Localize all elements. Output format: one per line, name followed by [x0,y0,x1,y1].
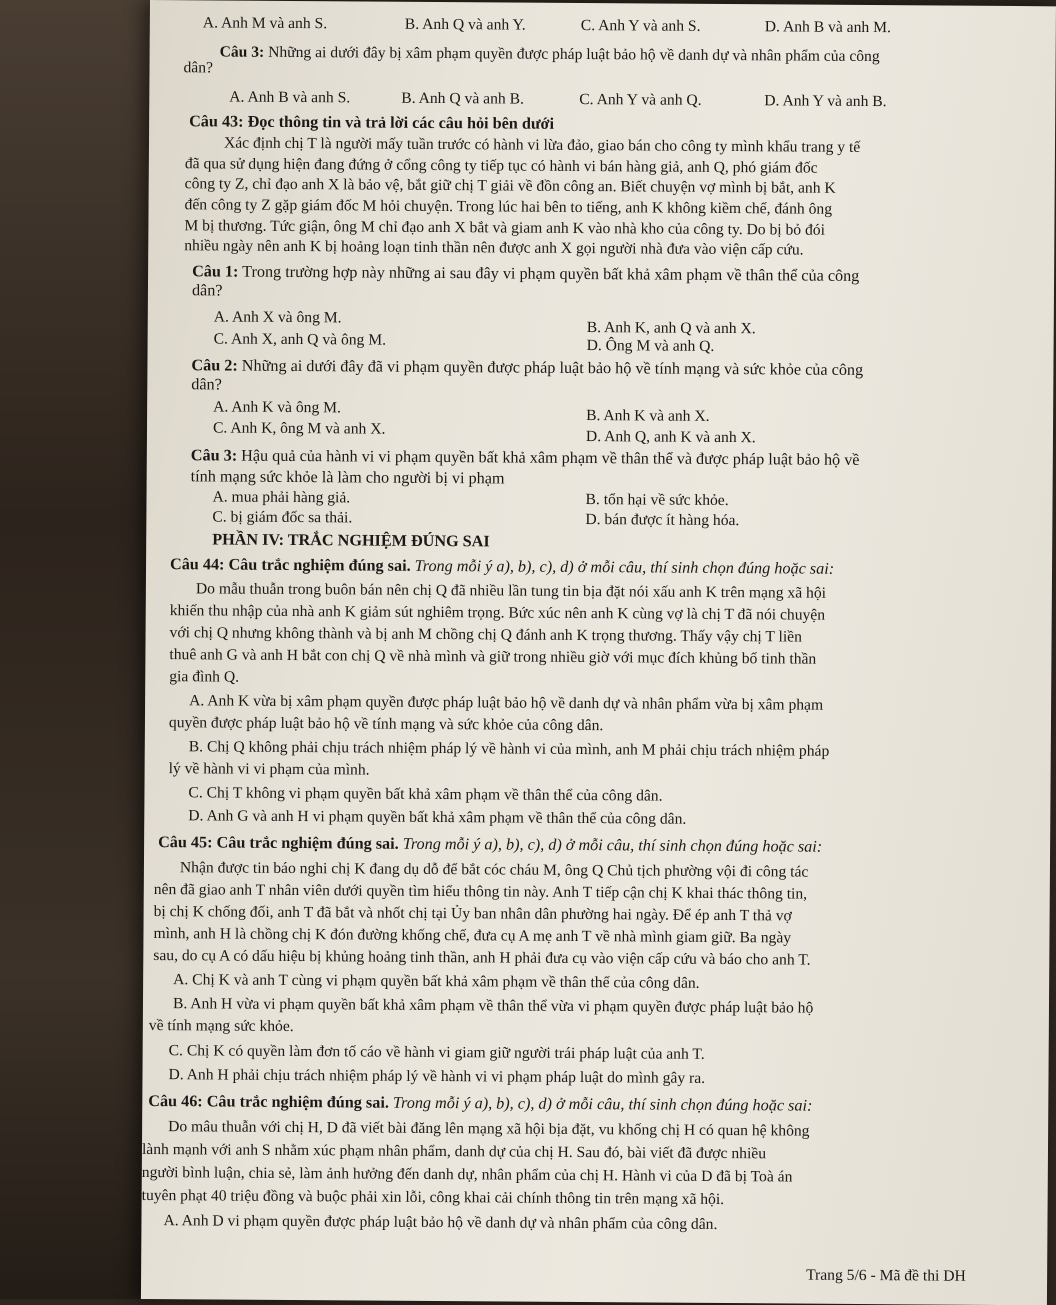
option-d: D. Ông M và anh Q. [586,337,715,355]
question-3-options-row2 [212,508,912,530]
passage-line: nhiều ngày nên anh K bị hoảng loạn tinh thần nên được anh X gọi người nhà đưa vào viện cấp cứu. [184,237,804,259]
question-text: Trong trường hợp này những ai sau đây vi phạm quyền bất khả xâm phạm về thân thể của công [238,262,860,285]
passage-line: người bình luận, chia sẻ, làm ảnh hưởng đến danh dự, nhân phẩm của chị H. Hành vi của D đã bị Toà án [141,1163,793,1186]
question-label: Câu 1: [192,262,239,281]
question-1-options-row2 [213,330,914,355]
option-b: B. Anh Q và anh B. [401,89,524,108]
option-a: A. Anh M và anh S. [202,14,328,33]
option-c: C. Anh K, ông M và anh X. [212,419,386,438]
option-d: D. bán được ít hàng hóa. [585,511,740,530]
option-a: A. Anh K và ông M. [213,398,341,417]
passage-line: sau, do cụ A có dấu hiệu bị khủng hoảng tinh thần, anh H phải đưa cụ vào viện cấp cứu và báo cho anh T. [153,947,811,969]
passage-line: lành mạnh với anh S nhằm xúc phạm nhân phẩm, danh dự của chị H. Sau đó, bài viết đã được nhiều [141,1140,767,1163]
question-label: Câu 44: Câu trắc nghiệm đúng sai. [169,555,411,575]
question-label: Câu 46: Câu trắc nghiệm đúng sai. [148,1092,389,1112]
option-b: B. tổn hại về sức khỏe. [585,491,729,510]
option-a: A. Anh X và ông M. [213,308,342,327]
question-label: Câu 2: [191,356,238,375]
statement-b-cont: lý về hành vi vi phạm của mình. [168,760,370,779]
passage-line: bị chị K chống đối, anh T đã bắt và nhốt chị tại Ủy ban nhân dân phường hai ngày. Để ép anh T thả vợ [153,903,792,925]
option-a: A. Anh B và anh S. [229,88,351,107]
question-instruction: Trong mỗi ý a), b), c), d) ở mỗi câu, thí sinh chọn đúng hoặc sai: [388,1093,813,1115]
question-instruction: Trong mỗi ý a), b), c), d) ở mỗi câu, thí sinh chọn đúng hoặc sai: [398,834,823,856]
question-label: Câu 45: Câu trắc nghiệm đúng sai. [158,833,399,853]
passage-line: tuyên phạt 40 triệu đồng và buộc phải xin lỗi, công khai cải chính thông tin trên mạng xã hội. [141,1186,725,1209]
question-text-cont: dân? [191,281,223,300]
question-3-prev-options [229,88,1029,111]
question-3-stem [191,446,860,469]
option-b: B. Anh K, anh Q và anh X. [586,319,756,338]
background-shadow [0,0,150,1299]
passage-line: công ty Z, chỉ đạo anh X là bảo vệ, bắt giữ chị T giải về đồn công an. Biết chuyện vợ mình bị bắt, anh K [184,175,836,197]
statement-a: A. Anh K vừa bị xâm phạm quyền được pháp luật bảo hộ về danh dự và nhân phẩm vừa bị xâm phạm [189,692,824,714]
question-1-options-row1 [213,308,914,338]
option-d: D. Anh B và anh M. [764,18,891,37]
option-d: D. Anh Q, anh K và anh X. [585,428,756,447]
question-1-stem [192,262,859,285]
question-2-options-row1 [213,398,913,425]
passage-line: đã qua sử dụng hiện đang đứng ở cổng công ty tiếp tục có hành vi bán hàng giả, anh Q, phó giám đốc [184,155,818,177]
passage-line: Do mẫu thuẫn trong buôn bán nên chị Q đã nhiều lần tung tin bịa đặt nói xấu anh K trên mạng xã hội [195,580,827,602]
passage-line: Xác định chị T là người mấy tuần trước có hành vi lừa đảo, giao bán cho công ty mình khẩu trang y tế [223,134,861,156]
statement-d: D. Anh H phải chịu trách nhiệm pháp lý về hành vi vi phạm pháp luật do mình gây ra. [168,1066,706,1087]
question-45-heading [158,833,822,856]
option-c: C. Anh X, anh Q và ông M. [213,330,387,349]
statement-c: C. Chị K có quyền làm đơn tố cáo về hành vi giam giữ người trái pháp luật của anh T. [168,1042,705,1063]
question-label: Câu 3: [219,43,265,61]
statement-b: B. Anh H vừa vi phạm quyền bất khả xâm phạm về thân thể vừa vi phạm quyền được pháp luật bảo hộ [172,995,814,1017]
part-4-heading: PHẦN IV: TRẮC NGHIỆM ĐÚNG SAI [212,530,490,551]
statement-a: A. Chị K và anh T cùng vi phạm quyền bất khả xâm phạm về thân thể của công dân. [173,971,700,992]
passage-line: mình, anh H là chồng chị K đón đường khống chế, đưa cụ A mẹ anh T về nhà mình giam giữ. Ba ngày [153,925,792,947]
statement-a-cont: quyền được pháp luật bảo hộ về tính mạng và sức khỏe của công dân. [168,714,604,735]
question-text-cont: dân? [191,375,222,394]
option-c: C. bị giám đốc sa thải. [212,508,353,527]
question-3-prev-stem [220,43,880,66]
passage-line: Do mâu thuẫn với chị H, D đã viết bài đăng lên mạng xã hội bịa đặt, vu khống chị H có quan hệ không [168,1118,810,1140]
statement-b: B. Chị Q không phải chịu trách nhiệm pháp lý về hành vi của mình, anh M phải chịu trách nhiệm pháp [188,738,830,760]
option-c: C. Anh Y và anh S. [580,17,701,35]
question-label: Câu 3: [190,446,238,465]
option-a: A. mua phải hàng giả. [212,488,351,507]
option-c: C. Anh Y và anh Q. [579,90,702,109]
statement-d: D. Anh G và anh H vi phạm quyền bất khả xâm phạm về thân thể của công dân. [188,807,687,828]
passage-line: khiến thu nhập của nhà anh K giảm sút nghiêm trọng. Bức xúc nên anh K cùng vợ là chị T đã nói chuyện [169,602,826,624]
question-43-heading: Câu 43: Đọc thông tin và trả lời các câu hỏi bên dưới [189,112,555,133]
option-d: D. Anh Y và anh B. [764,92,887,111]
question-text-cont: dân? [183,59,214,77]
option-b: B. Anh Q và anh Y. [404,15,526,34]
statement-a: A. Anh D vi phạm quyền được pháp luật bảo hộ về danh dự và nhân phẩm của công dân. [163,1212,718,1233]
question-text: Hậu quả của hành vi vi phạm quyền bất khả xâm phạm về thân thể và được pháp luật bảo hộ về [237,446,860,469]
question-2-stem [191,356,863,379]
question-instruction: Trong mỗi ý a), b), c), d) ở mỗi câu, thí sinh chọn đúng hoặc sai: [410,556,835,578]
question-text-cont: tính mạng sức khỏe là làm cho người bị vi phạm [190,467,505,488]
passage-line: M bị thương. Tức giận, ông M chỉ đạo anh X bắt và giam anh K vào nhà kho của công ty. Do bị bỏ đói [184,217,826,239]
question-3-options-row1 [212,488,913,510]
passage-line: nên đã giao anh T nhân viên dưới quyền tìm hiểu thông tin này. Anh T tiếp cận chị K khai thác thông tin, [153,881,808,903]
question-46-heading [148,1092,812,1115]
passage-line: gia đình Q. [169,668,240,686]
question-2-options-row2 [212,419,913,447]
passage-line: với chị Q nhưng không thành và bị anh M chồng chị Q đánh anh K trọng thương. Thấy vậy chị T liền [169,624,803,646]
page-footer: Trang 5/6 - Mã đề thi DH [806,1266,966,1285]
question-44-heading [170,555,834,578]
top-options-row [202,14,1003,37]
statement-c: C. Chị T không vi phạm quyền bất khả xâm phạm về thân thể của công dân. [188,784,663,805]
question-text: Những ai dưới đây đã vi phạm quyền được pháp luật bảo hộ về tính mạng và sức khỏe của công [237,356,864,379]
question-text: Những ai dưới đây bị xâm phạm quyền được pháp luật bảo hộ về danh dự và nhân phẩm của công [264,43,880,66]
passage-line: thuê anh G và anh H bắt con chị Q về nhà mình và giữ trong nhiều giờ với mục đích khủng bố tinh thần [169,646,817,668]
passage-line: Nhận được tin báo nghi chị K đang dụ dỗ để bắt cóc cháu M, ông Q Chủ tịch phường vội đi công tác [179,859,809,881]
option-b: B. Anh K và anh X. [586,407,710,425]
statement-b-cont: về tính mạng sức khỏe. [148,1017,294,1036]
exam-page [141,0,1056,1305]
passage-line: đến công ty Z gặp giám đốc M hỏi chuyện. Trong lúc hai bên to tiếng, anh K không kiềm chế, đánh ông [184,196,833,218]
